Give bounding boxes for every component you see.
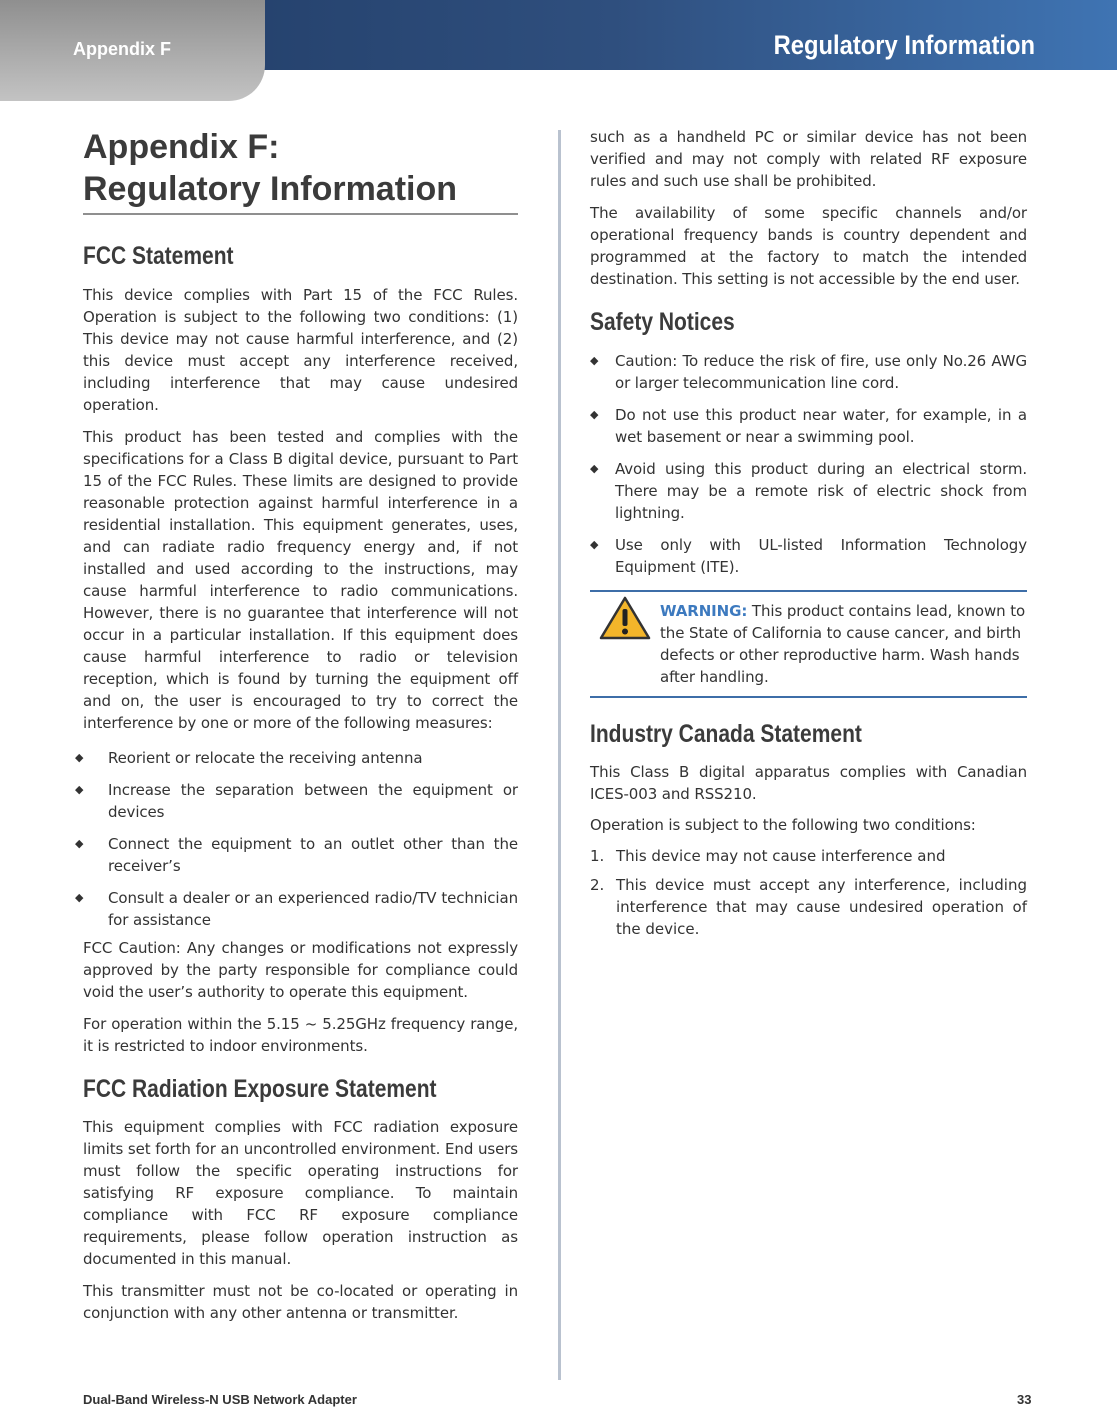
- safety-heading: Safety Notices: [590, 308, 735, 336]
- page-title-line2: Regulatory Information: [83, 170, 458, 208]
- list-item: ◆ Avoid using this product during an electrical storm. There may be a remote risk of electric shock from lightning.: [590, 460, 1027, 522]
- radiation-paragraph-2: This transmitter must not be co-located or operating in conjunction with any other antenna or transmitter.: [83, 1282, 518, 1322]
- diamond-bullet-icon: ◆: [590, 354, 599, 367]
- fcc-caution: FCC Caution: Any changes or modifications not expressly approved by the party responsible for compliance could void the user’s authority to operate this equipment.: [83, 939, 518, 1001]
- canada-conditions-list: [590, 845, 1027, 940]
- column-divider: [558, 130, 561, 1380]
- list-item: ◆ Consult a dealer or an experienced radio/TV technician for assistance: [75, 889, 518, 929]
- fcc-frequency-note: For operation within the 5.15 ~ 5.25GHz frequency range, it is restricted to indoor environments.: [83, 1015, 518, 1055]
- diamond-bullet-icon: ◆: [75, 751, 84, 764]
- diamond-bullet-icon: ◆: [75, 783, 84, 796]
- warning-triangle-icon: [598, 595, 652, 641]
- page-title: [83, 126, 518, 215]
- canada-heading: Industry Canada Statement: [590, 720, 862, 748]
- warning-label: WARNING:: [660, 602, 748, 620]
- section-tab-label: Appendix F: [73, 39, 171, 59]
- diamond-bullet-icon: ◆: [590, 462, 599, 475]
- diamond-bullet-icon: ◆: [75, 837, 84, 850]
- warning-body: This product contains lead, known to the State of California to cause cancer, and birth defects or other reproductive harm. Wash hands after handling.: [660, 602, 1026, 686]
- page-title-line1: Appendix F:: [83, 128, 280, 166]
- list-item: ◆ Use only with UL-listed Information Technology Equipment (ITE).: [590, 536, 1027, 576]
- radiation-paragraph-1: This equipment complies with FCC radiation exposure limits set forth for an uncontrolled environment. End users must follow the specific operating instructions for satisfying RF exposure compliance. To maintain compliance with FCC RF exposure compliance requirements, please follow operation instruction as documented in this manual.: [83, 1118, 518, 1268]
- footer-product-name: Dual-Band Wireless-N USB Network Adapter: [83, 1392, 357, 1407]
- fcc-paragraph-2: This product has been tested and complies with the specifications for a Class B digital device, pursuant to Part 15 of the FCC Rules. These limits are designed to provide reasonable protection against harmful interference in a residential installation. This equipment generates, uses, and can radiate radio frequency energy and, if not installed and used according to the instructions, may cause harmful interference to radio communications. However, there is no guarantee that interference will not occur in a particular installation. If this equipment does cause harmful interference to radio or television reception, which is found by turning the equipment off and on, the user is encouraged to try to correct the interference by one or more of the following measures:: [83, 428, 518, 732]
- warning-text: [660, 600, 1027, 688]
- footer-page-number: 33: [1017, 1392, 1032, 1407]
- section-tab: [0, 0, 265, 101]
- list-item: ◆ Caution: To reduce the risk of fire, use only No.26 AWG or larger telecommunication line cord.: [590, 352, 1027, 392]
- fcc-statement-heading: FCC Statement: [83, 242, 234, 270]
- fcc-measures-list: [75, 747, 518, 931]
- canada-paragraph-2: Operation is subject to the following two conditions:: [590, 816, 976, 834]
- continued-paragraph-2: The availability of some specific channels and/or operational frequency bands is country dependent and programmed at the factory to match the intended destination. This setting is not accessible by the end user.: [590, 204, 1027, 288]
- radiation-heading: FCC Radiation Exposure Statement: [83, 1075, 437, 1103]
- list-item: 2. This device must accept any interference, including interference that may cause undesired operation of the device.: [590, 876, 1027, 938]
- list-item: ◆ Do not use this product near water, for example, in a wet basement or near a swimming pool.: [590, 406, 1027, 446]
- diamond-bullet-icon: ◆: [590, 538, 599, 551]
- fcc-paragraph-1: This device complies with Part 15 of the FCC Rules. Operation is subject to the following two conditions: (1) This device may not cause harmful interference, and (2) this device must accept any interference received, including interference that may cause undesired operation.: [83, 286, 518, 414]
- safety-list: [590, 350, 1027, 578]
- continued-paragraph-1: such as a handheld PC or similar device has not been verified and may not comply with related RF exposure rules and such use shall be prohibited.: [590, 128, 1027, 190]
- header-title: Regulatory Information: [773, 30, 1035, 60]
- list-item: ◆ Increase the separation between the equipment or devices: [75, 781, 518, 821]
- diamond-bullet-icon: ◆: [75, 891, 84, 904]
- list-item: ◆ Connect the equipment to an outlet other than the receiver’s: [75, 835, 518, 875]
- right-column: [590, 126, 1027, 940]
- diamond-bullet-icon: ◆: [590, 408, 599, 421]
- list-item: 1. This device may not cause interference and: [590, 847, 946, 865]
- list-item: ◆ Reorient or relocate the receiving antenna: [75, 749, 423, 767]
- warning-box: [590, 590, 1027, 698]
- left-column: [75, 126, 518, 1324]
- canada-paragraph-1: This Class B digital apparatus complies with Canadian ICES-003 and RSS210.: [590, 763, 1027, 803]
